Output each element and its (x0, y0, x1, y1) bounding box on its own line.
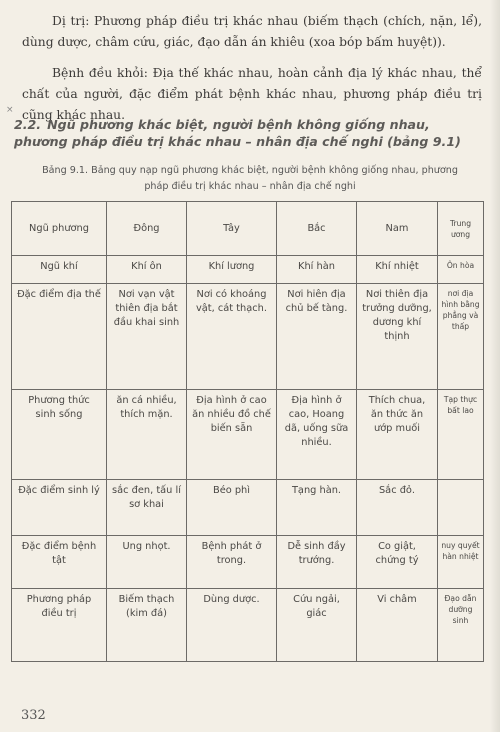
table-row (12, 390, 484, 480)
column-header-cell: Bắc (277, 202, 357, 256)
table-cell: Dùng dược. (187, 589, 277, 662)
comparison-table (11, 201, 484, 662)
table-row (12, 480, 484, 536)
table-cell: Nơi có khoáng vật, cát thạch. (187, 284, 277, 390)
column-header-cell: Tây (187, 202, 277, 256)
table-row (12, 284, 484, 390)
table-cell: nuy quyết hàn nhiệt (438, 536, 484, 589)
section-title: Ngũ phương khác biệt, người bệnh không giống nhau, phương pháp điều trị khác nhau – nhân địa chế nghi (bảng 9.1) (14, 117, 461, 149)
table-cell: Địa hình ở cao ăn nhiều đồ chế biến sẵn (187, 390, 277, 480)
table-cell: Biếm thạch (kim đá) (107, 589, 187, 662)
section-number: 2.2. (14, 117, 42, 132)
table-cell: Khí lương (187, 256, 277, 284)
table-cell: Ung nhọt. (107, 536, 187, 589)
row-header-cell: Đặc điểm sinh lý (12, 480, 107, 536)
table-cell: Cứu ngải, giác (277, 589, 357, 662)
table-cell: Nơi hiên địa chủ bế tàng. (277, 284, 357, 390)
paragraph-di-tri: Dị trị: Phương pháp điều trị khác nhau (biếm thạch (chích, nặn, lể), dùng dược, châm cứu, giác, đạo dẫn án khiêu (xoa bóp bấm huyệt)). (22, 14, 482, 49)
table-cell: Béo phì (187, 480, 277, 536)
table-cell: Khí hàn (277, 256, 357, 284)
table-row (12, 202, 484, 256)
table-cell: Bệnh phát ở trong. (187, 536, 277, 589)
section-heading (14, 116, 484, 150)
table-cell: Sắc đỏ. (357, 480, 438, 536)
row-header-cell: Ngũ phương (12, 202, 107, 256)
page-binding-shadow (490, 0, 500, 732)
table-cell: Tạng hàn. (277, 480, 357, 536)
page-number: 332 (21, 708, 46, 723)
table-cell: Tạp thực bất lao (438, 390, 484, 480)
table-cell: Nơi thiên địa trưởng dưỡng, dương khí thịnh (357, 284, 438, 390)
table-cell: Vi châm (357, 589, 438, 662)
table-cell: Khí ôn (107, 256, 187, 284)
table-cell: Địa hình ở cao, Hoang dã, uống sữa nhiều. (277, 390, 357, 480)
table-cell: Khí nhiệt (357, 256, 438, 284)
margin-mark: × (6, 105, 14, 115)
table-cell: Đạo dẫn dưỡng sinh (438, 589, 484, 662)
table-cell: Nơi vạn vật thiên địa bắt đầu khai sinh (107, 284, 187, 390)
table-row (12, 256, 484, 284)
column-header-cell: Nam (357, 202, 438, 256)
table-cell: Co giật, chứng tý (357, 536, 438, 589)
table-cell: sắc đen, tấu lí sơ khai (107, 480, 187, 536)
table-caption: Bảng 9.1. Bảng quy nạp ngũ phương khác biệt, người bệnh không giống nhau, phương pháp điều trị khác nhau – nhân địa chế nghi (42, 165, 458, 192)
row-header-cell: Phương thức sinh sống (12, 390, 107, 480)
table-cell: Thích chua, ăn thức ăn ướp muối (357, 390, 438, 480)
table-cell: Ôn hòa (438, 256, 484, 284)
table-cell (438, 480, 484, 536)
row-header-cell: Đặc điểm bệnh tật (12, 536, 107, 589)
row-header-cell: Ngũ khí (12, 256, 107, 284)
table-cell: nơi địa hình bằng phẳng và thấp (438, 284, 484, 390)
table-cell: Dễ sinh đầy trướng. (277, 536, 357, 589)
row-header-cell: Phương pháp điều trị (12, 589, 107, 662)
table-cell: ăn cá nhiều, thích mặn. (107, 390, 187, 480)
row-header-cell: Đặc điểm địa thế (12, 284, 107, 390)
table-row (12, 589, 484, 662)
paragraph-benh-deu-khoi: Bệnh đều khỏi: Địa thế khác nhau, hoàn cảnh địa lý khác nhau, thể chất của người, đặc điểm phát bệnh khác nhau, phương pháp điều trị cũng khác nhau. (22, 66, 482, 122)
column-header-cell: Trung ương (438, 202, 484, 256)
table-row (12, 536, 484, 589)
column-header-cell: Đông (107, 202, 187, 256)
